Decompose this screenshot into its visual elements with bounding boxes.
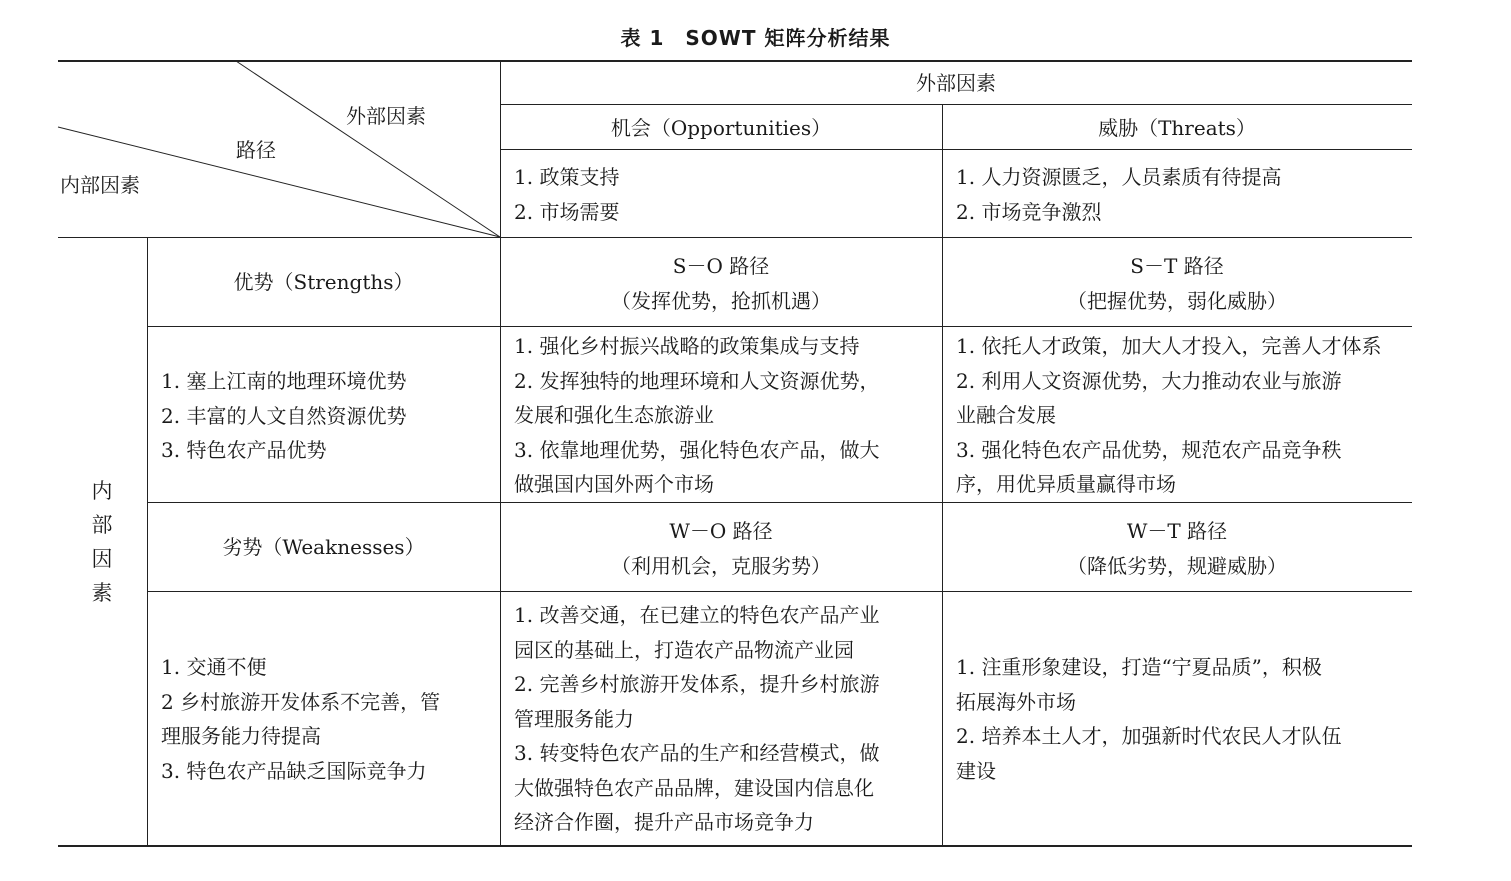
wt-line: 1. 注重形象建设，打造“宁夏品质”，积极 bbox=[956, 655, 1322, 679]
so-line: 做强国内国外两个市场 bbox=[514, 472, 714, 496]
opportunity-item: 1. 政策支持 bbox=[514, 165, 620, 189]
st-line: 2. 利用人文资源优势，大力推动农业与旅游 bbox=[956, 368, 1342, 393]
strength-item: 3. 特色农产品优势 bbox=[161, 438, 327, 462]
so-line: 发展和强化生态旅游业 bbox=[514, 403, 714, 427]
threats-header: 威胁（Threats） bbox=[1098, 116, 1256, 140]
weakness-line: 理服务能力待提高 bbox=[161, 724, 321, 748]
external-factors-header: 外部因素 bbox=[916, 71, 996, 95]
wo-path-heading bbox=[500, 514, 942, 583]
wo-line: 1. 改善交通，在已建立的特色农产品产业 bbox=[514, 603, 880, 627]
internal-factors-side-label: 内 部 因 素 bbox=[91, 479, 113, 605]
so-line: 1. 强化乡村振兴战略的政策集成与支持 bbox=[514, 334, 860, 358]
st-path-title: S－T 路径 bbox=[1130, 254, 1224, 278]
wt-path-subtitle: （降低劣势，规避威胁） bbox=[1067, 553, 1287, 578]
weaknesses-label: 劣势（Weaknesses） bbox=[222, 535, 425, 559]
wo-line: 园区的基础上，打造农产品物流产业园 bbox=[514, 637, 854, 662]
corner-external-label: 外部因素 bbox=[346, 104, 426, 128]
st-path-heading bbox=[942, 249, 1412, 318]
opportunity-item: 2. 市场需要 bbox=[514, 199, 620, 224]
threat-item: 2. 市场竞争激烈 bbox=[956, 199, 1102, 224]
opportunities-header: 机会（Opportunities） bbox=[610, 116, 832, 140]
wo-line: 2. 完善乡村旅游开发体系，提升乡村旅游 bbox=[514, 672, 880, 696]
table-caption: 表 1 SOWT 矩阵分析结果 bbox=[620, 26, 891, 50]
strength-item: 2. 丰富的人文自然资源优势 bbox=[161, 403, 407, 428]
wt-line: 建设 bbox=[956, 758, 996, 783]
threat-item: 1. 人力资源匮乏，人员素质有待提高 bbox=[956, 165, 1282, 189]
so-line: 2. 发挥独特的地理环境和人文资源优势， bbox=[514, 368, 880, 393]
st-strategies bbox=[956, 329, 1381, 502]
st-line: 1. 依托人才政策，加大人才投入，完善人才体系 bbox=[956, 334, 1382, 358]
wo-path-subtitle: （利用机会，克服劣势） bbox=[611, 553, 831, 578]
corner-internal-label: 内部因素 bbox=[60, 173, 140, 197]
wt-strategies bbox=[956, 650, 1341, 788]
wt-path-title: W－T 路径 bbox=[1126, 519, 1228, 543]
st-line: 序，用优异质量赢得市场 bbox=[956, 472, 1176, 496]
wo-strategies bbox=[514, 598, 879, 840]
strengths-label: 优势（Strengths） bbox=[233, 270, 414, 294]
so-path-subtitle: （发挥优势，抢抓机遇） bbox=[611, 288, 831, 313]
corner-path-label: 路径 bbox=[236, 138, 276, 162]
wt-path-heading bbox=[942, 514, 1412, 583]
wo-line: 经济合作圈，提升产品市场竞争力 bbox=[514, 810, 814, 834]
so-path-heading bbox=[500, 249, 942, 318]
so-strategies bbox=[514, 329, 879, 502]
strengths-list bbox=[161, 364, 406, 468]
wo-line: 管理服务能力 bbox=[514, 706, 634, 731]
so-path-title: S－O 路径 bbox=[672, 254, 770, 278]
wo-line: 3. 转变特色农产品的生产和经营模式，做 bbox=[514, 741, 880, 765]
wo-line: 大做强特色农产品品牌，建设国内信息化 bbox=[514, 775, 874, 800]
st-line: 3. 强化特色农产品优势，规范农产品竞争秩 bbox=[956, 437, 1342, 462]
wt-line: 2. 培养本土人才，加强新时代农民人才队伍 bbox=[956, 724, 1342, 748]
weakness-line: 3. 特色农产品缺乏国际竞争力 bbox=[161, 758, 427, 783]
st-line: 业融合发展 bbox=[956, 403, 1056, 427]
weakness-line: 2 乡村旅游开发体系不完善，管 bbox=[161, 689, 441, 714]
strength-item: 1. 塞上江南的地理环境优势 bbox=[161, 369, 407, 393]
st-path-subtitle: （把握优势，弱化威胁） bbox=[1067, 288, 1287, 313]
wo-path-title: W－O 路径 bbox=[669, 519, 773, 543]
so-line: 3. 依靠地理优势，强化特色农产品，做大 bbox=[514, 437, 880, 462]
opportunities-list bbox=[514, 160, 619, 229]
threats-list bbox=[956, 160, 1281, 229]
wt-line: 拓展海外市场 bbox=[956, 689, 1076, 714]
weaknesses-list bbox=[161, 650, 440, 788]
weakness-line: 1. 交通不便 bbox=[161, 655, 267, 679]
